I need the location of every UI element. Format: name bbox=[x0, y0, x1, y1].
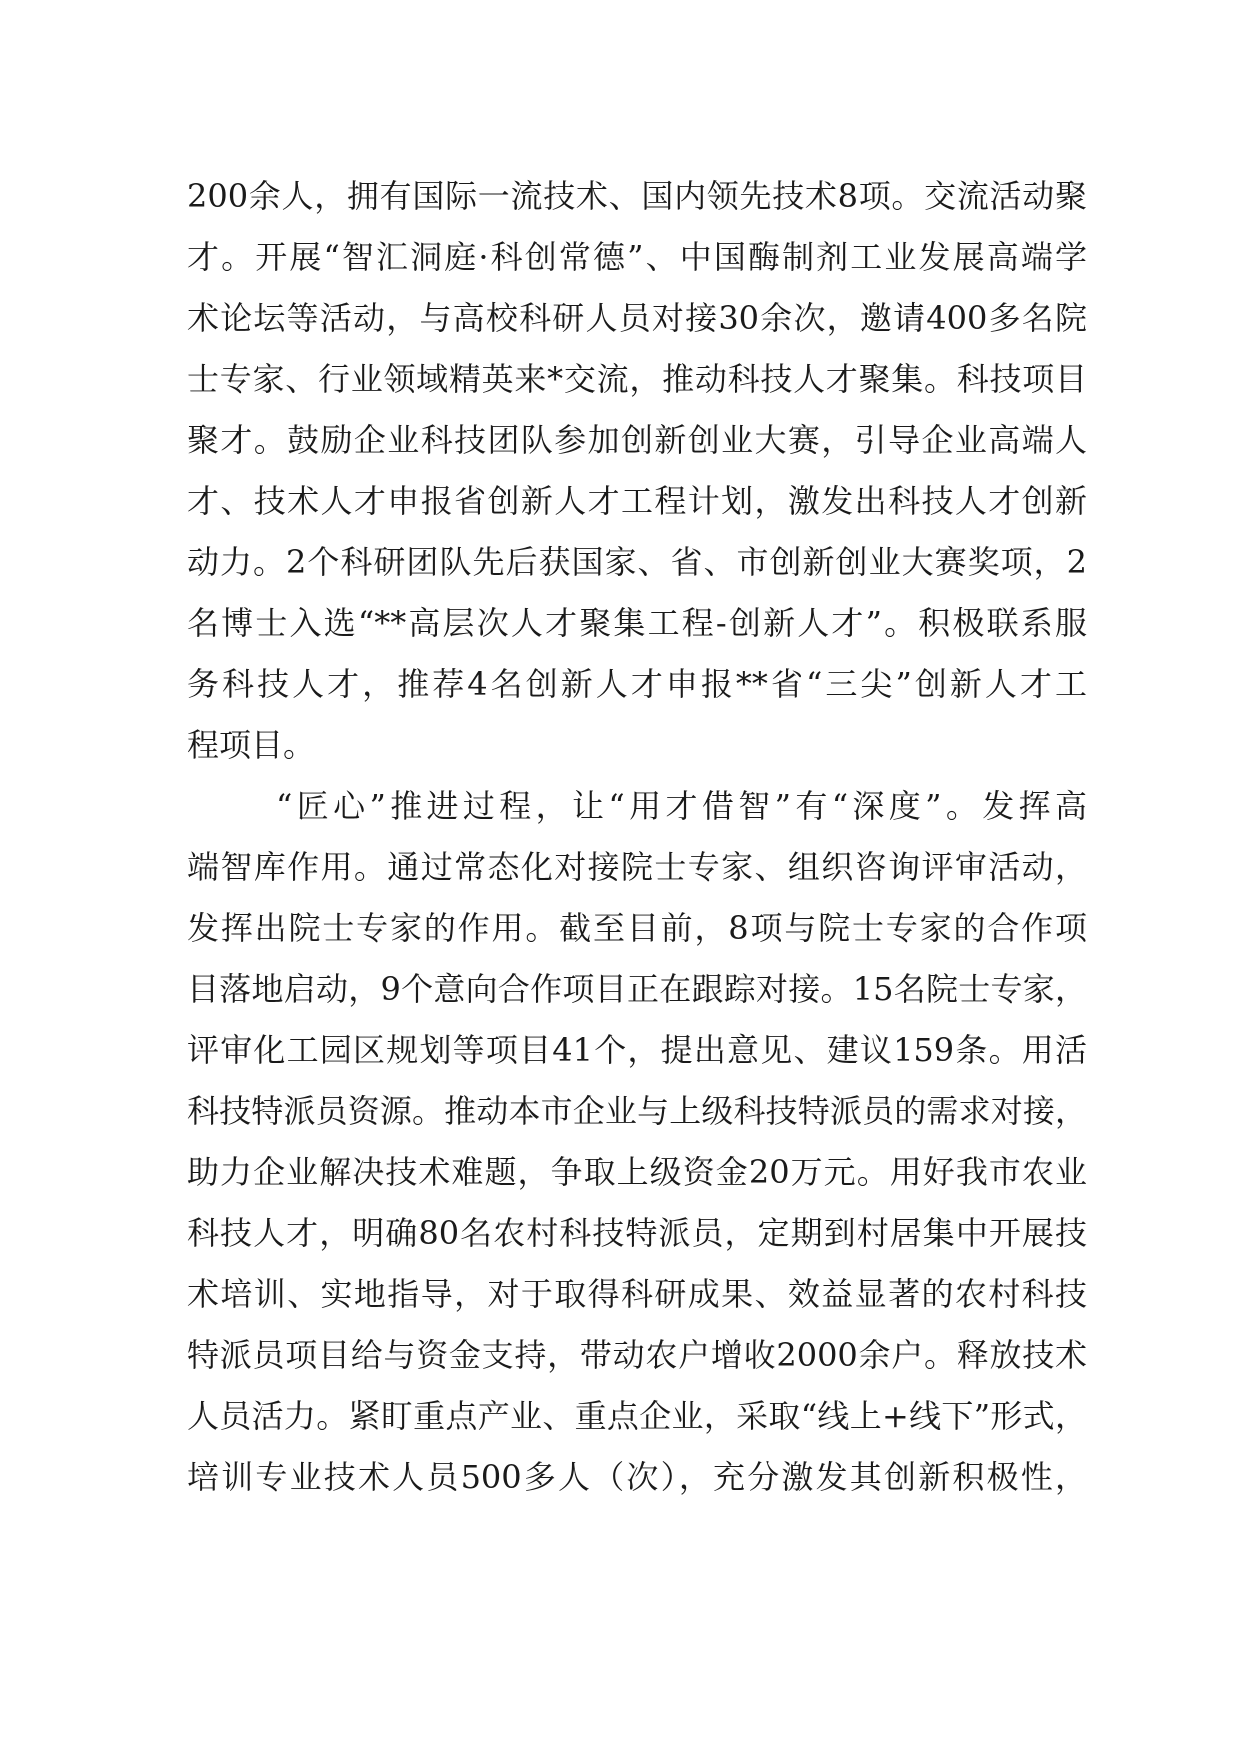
text-line: 目落地启动，9个意向合作项目正在跟踪对接。15名院士专家， bbox=[187, 970, 1087, 1008]
text-line: 术论坛等活动，与高校科研人员对接30余次，邀请400多名院 bbox=[187, 299, 1087, 337]
text-line: 科技特派员资源。推动本市企业与上级科技特派员的需求对接， bbox=[187, 1092, 1087, 1130]
text-line: 程项目。 bbox=[187, 726, 316, 764]
text-line: 端智库作用。通过常态化对接院士专家、组织咨询评审活动， bbox=[187, 848, 1087, 886]
text-line: 士专家、行业领域精英来*交流，推动科技人才聚集。科技项目 bbox=[187, 360, 1087, 398]
paragraph-first-line: “匠心”推进过程，让“用才借智”有“深度”。发挥高 bbox=[276, 787, 1087, 825]
text-line: 动力。2个科研团队先后获国家、省、市创新创业大赛奖项，2 bbox=[187, 543, 1087, 581]
body-text bbox=[187, 166, 1087, 1508]
text-line: 务科技人才，推荐4名创新人才申报**省“三尖”创新人才工 bbox=[187, 665, 1087, 703]
text-line: 才、技术人才申报省创新人才工程计划，激发出科技人才创新 bbox=[187, 482, 1087, 520]
text-line: 人员活力。紧盯重点产业、重点企业，采取“线上+线下”形式， bbox=[187, 1397, 1087, 1435]
text-line: 评审化工园区规划等项目41个，提出意见、建议159条。用活 bbox=[187, 1031, 1087, 1069]
text-line: 才。开展“智汇洞庭·科创常德”、中国酶制剂工业发展高端学 bbox=[187, 238, 1087, 276]
text-line: 200余人，拥有国际一流技术、国内领先技术8项。交流活动聚 bbox=[187, 177, 1087, 215]
text-line: 特派员项目给与资金支持，带动农户增收2000余户。释放技术 bbox=[187, 1336, 1087, 1374]
text-line: 科技人才，明确80名农村科技特派员，定期到村居集中开展技 bbox=[187, 1214, 1087, 1252]
text-line: 聚才。鼓励企业科技团队参加创新创业大赛，引导企业高端人 bbox=[187, 421, 1087, 459]
text-line: 发挥出院士专家的作用。截至目前，8项与院士专家的合作项 bbox=[187, 909, 1087, 947]
text-line: 培训专业技术人员500多人（次），充分激发其创新积极性， bbox=[187, 1458, 1087, 1496]
text-line: 助力企业解决技术难题，争取上级资金20万元。用好我市农业 bbox=[187, 1153, 1087, 1191]
text-line: 名博士入选“**高层次人才聚集工程-创新人才”。积极联系服 bbox=[187, 604, 1087, 642]
text-line: 术培训、实地指导，对于取得科研成果、效益显著的农村科技 bbox=[187, 1275, 1087, 1313]
